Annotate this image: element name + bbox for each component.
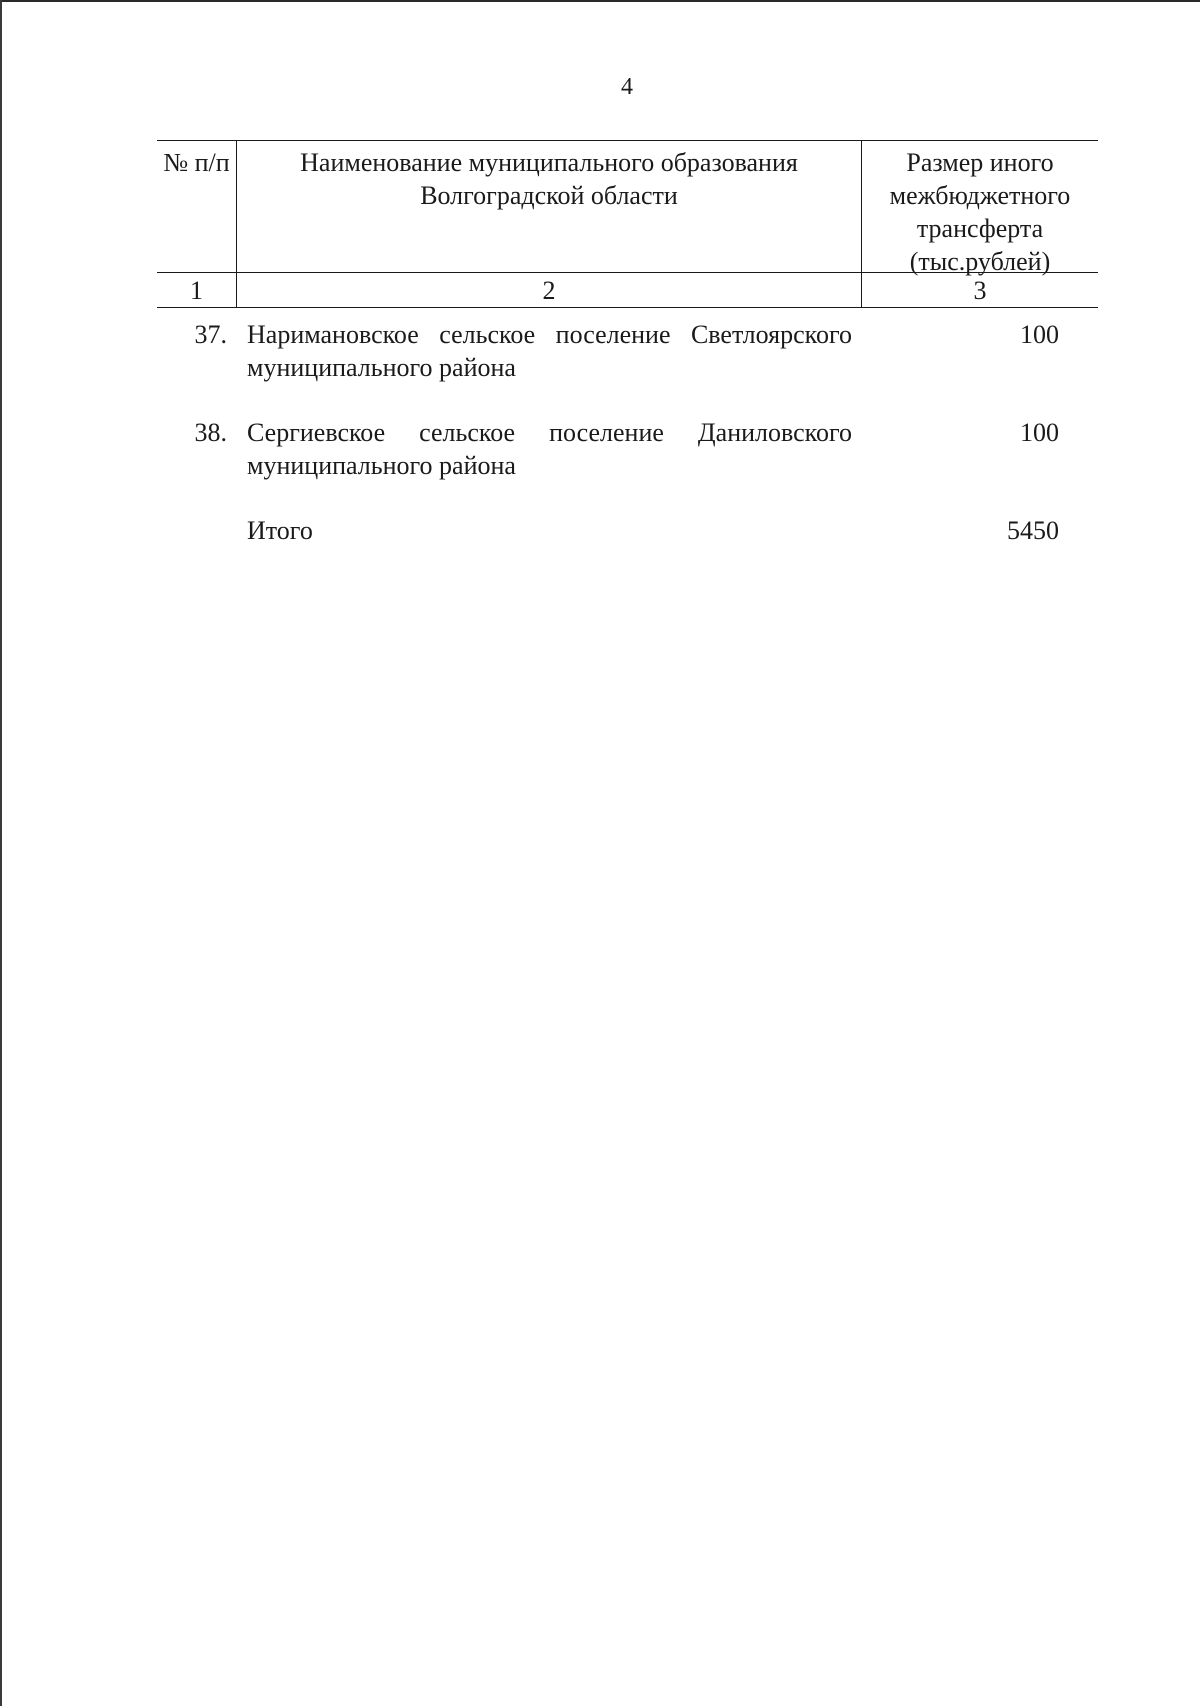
header-number-text: № п/п bbox=[163, 148, 230, 177]
page-number: 4 bbox=[621, 74, 633, 100]
header-amount bbox=[862, 146, 1098, 278]
column-number-1: 1 bbox=[190, 276, 203, 305]
scan-edge-top bbox=[0, 0, 1200, 2]
row-value: 100 bbox=[1020, 418, 1059, 447]
row-name: Сергиевское сельское поселение Даниловского муниципального района bbox=[247, 418, 852, 480]
row-number: 38. bbox=[194, 418, 227, 447]
row-value: 100 bbox=[1020, 320, 1059, 349]
row-name: Наримановское сельское поселение Светлоярского муниципального района bbox=[247, 320, 852, 382]
header-number bbox=[157, 146, 236, 179]
column-number-2: 2 bbox=[542, 276, 556, 305]
column-numbers-bottom-rule bbox=[157, 307, 1098, 308]
scan-edge-left bbox=[0, 0, 2, 1706]
column-number-3: 3 bbox=[973, 276, 987, 305]
row-number: 37. bbox=[194, 320, 227, 349]
table-top-rule bbox=[157, 140, 1098, 141]
total-label: Итого bbox=[247, 516, 313, 545]
header-name bbox=[237, 146, 861, 212]
header-name-text: Наименование муниципального образования Волгоградской области bbox=[300, 148, 798, 210]
total-value: 5450 bbox=[1007, 516, 1059, 545]
header-amount-text: Размер иного межбюджетного трансферта (тыс.рублей) bbox=[889, 148, 1071, 276]
